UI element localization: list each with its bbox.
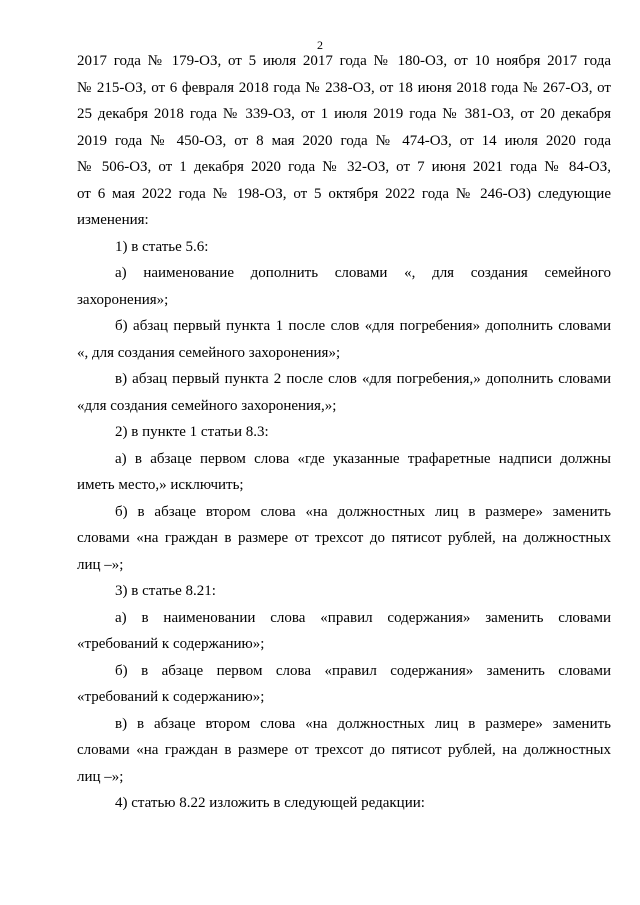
text-line: б) абзац первый пункта 1 после слов «для погребения» дополнить словами xyxy=(115,318,611,334)
document-body xyxy=(77,48,611,817)
text-line: словами «на граждан в размере от трехсот до пятисот рублей, на должностных xyxy=(77,530,611,546)
text-line: лиц –»; xyxy=(77,556,124,573)
text-line: а) наименование дополнить словами «, для создания семейного xyxy=(115,265,611,281)
text-line: иметь место,» исключить; xyxy=(77,477,244,493)
text-line: 2017 года № 179-ОЗ, от 5 июля 2017 года № 180-ОЗ, от 10 ноября 2017 года xyxy=(77,53,611,69)
text-line: 3) в статье 8.21: xyxy=(115,583,216,599)
text-line: 2) в пункте 1 статьи 8.3: xyxy=(115,424,269,440)
paragraph xyxy=(77,605,611,658)
text-line: «, для создания семейного захоронения»; xyxy=(77,344,341,361)
text-line: в) абзац первый пункта 2 после слов «для погребения,» дополнить словами xyxy=(115,371,611,387)
text-line: «требований к содержанию»; xyxy=(77,636,265,652)
paragraph xyxy=(77,313,611,366)
text-line: 2019 года № 450-ОЗ, от 8 мая 2020 года № 474-ОЗ, от 14 июля 2020 года xyxy=(77,132,611,149)
paragraph xyxy=(77,578,611,605)
paragraph xyxy=(77,366,611,419)
text-line: а) в абзаце первом слова «где указанные трафаретные надписи должны xyxy=(115,450,611,467)
page-number: 2 xyxy=(317,38,323,52)
paragraph xyxy=(77,446,611,499)
text-line: 1) в статье 5.6: xyxy=(115,238,209,255)
paragraph xyxy=(77,658,611,711)
paragraph xyxy=(77,234,611,261)
text-line: 4) статью 8.22 изложить в следующей редакции: xyxy=(115,795,425,811)
text-line: словами «на граждан в размере от трехсот до пятисот рублей, на должностных xyxy=(77,742,611,758)
text-line: «требований к содержанию»; xyxy=(77,689,265,705)
text-line: в) в абзаце втором слова «на должностных лиц в размере» заменить xyxy=(115,715,611,732)
text-line: 25 декабря 2018 года № 339-ОЗ, от 1 июля 2019 года № 381-ОЗ, от 20 декабря xyxy=(77,106,611,122)
text-line: № 215-ОЗ, от 6 февраля 2018 года № 238-ОЗ, от 18 июня 2018 года № 267-ОЗ, от xyxy=(77,79,611,96)
text-line: б) в абзаце втором слова «на должностных лиц в размере» заменить xyxy=(115,503,611,520)
paragraph xyxy=(77,711,611,791)
paragraph xyxy=(77,48,611,234)
text-line: № 506-ОЗ, от 1 декабря 2020 года № 32-ОЗ, от 7 июня 2021 года № 84-ОЗ, xyxy=(77,159,611,175)
paragraph xyxy=(77,419,611,446)
text-line: «для создания семейного захоронения,»; xyxy=(77,397,337,414)
text-line: а) в наименовании слова «правил содержания» заменить словами xyxy=(115,609,611,626)
paragraph xyxy=(77,260,611,313)
paragraph xyxy=(77,499,611,579)
text-line: от 6 мая 2022 года № 198-ОЗ, от 5 октября 2022 года № 246-ОЗ) следующие xyxy=(77,185,611,202)
text-line: лиц –»; xyxy=(77,768,124,785)
text-line: изменения: xyxy=(77,212,149,228)
text-line: б) в абзаце первом слова «правил содержания» заменить словами xyxy=(115,662,611,679)
text-line: захоронения»; xyxy=(77,291,169,308)
paragraph xyxy=(77,790,611,817)
